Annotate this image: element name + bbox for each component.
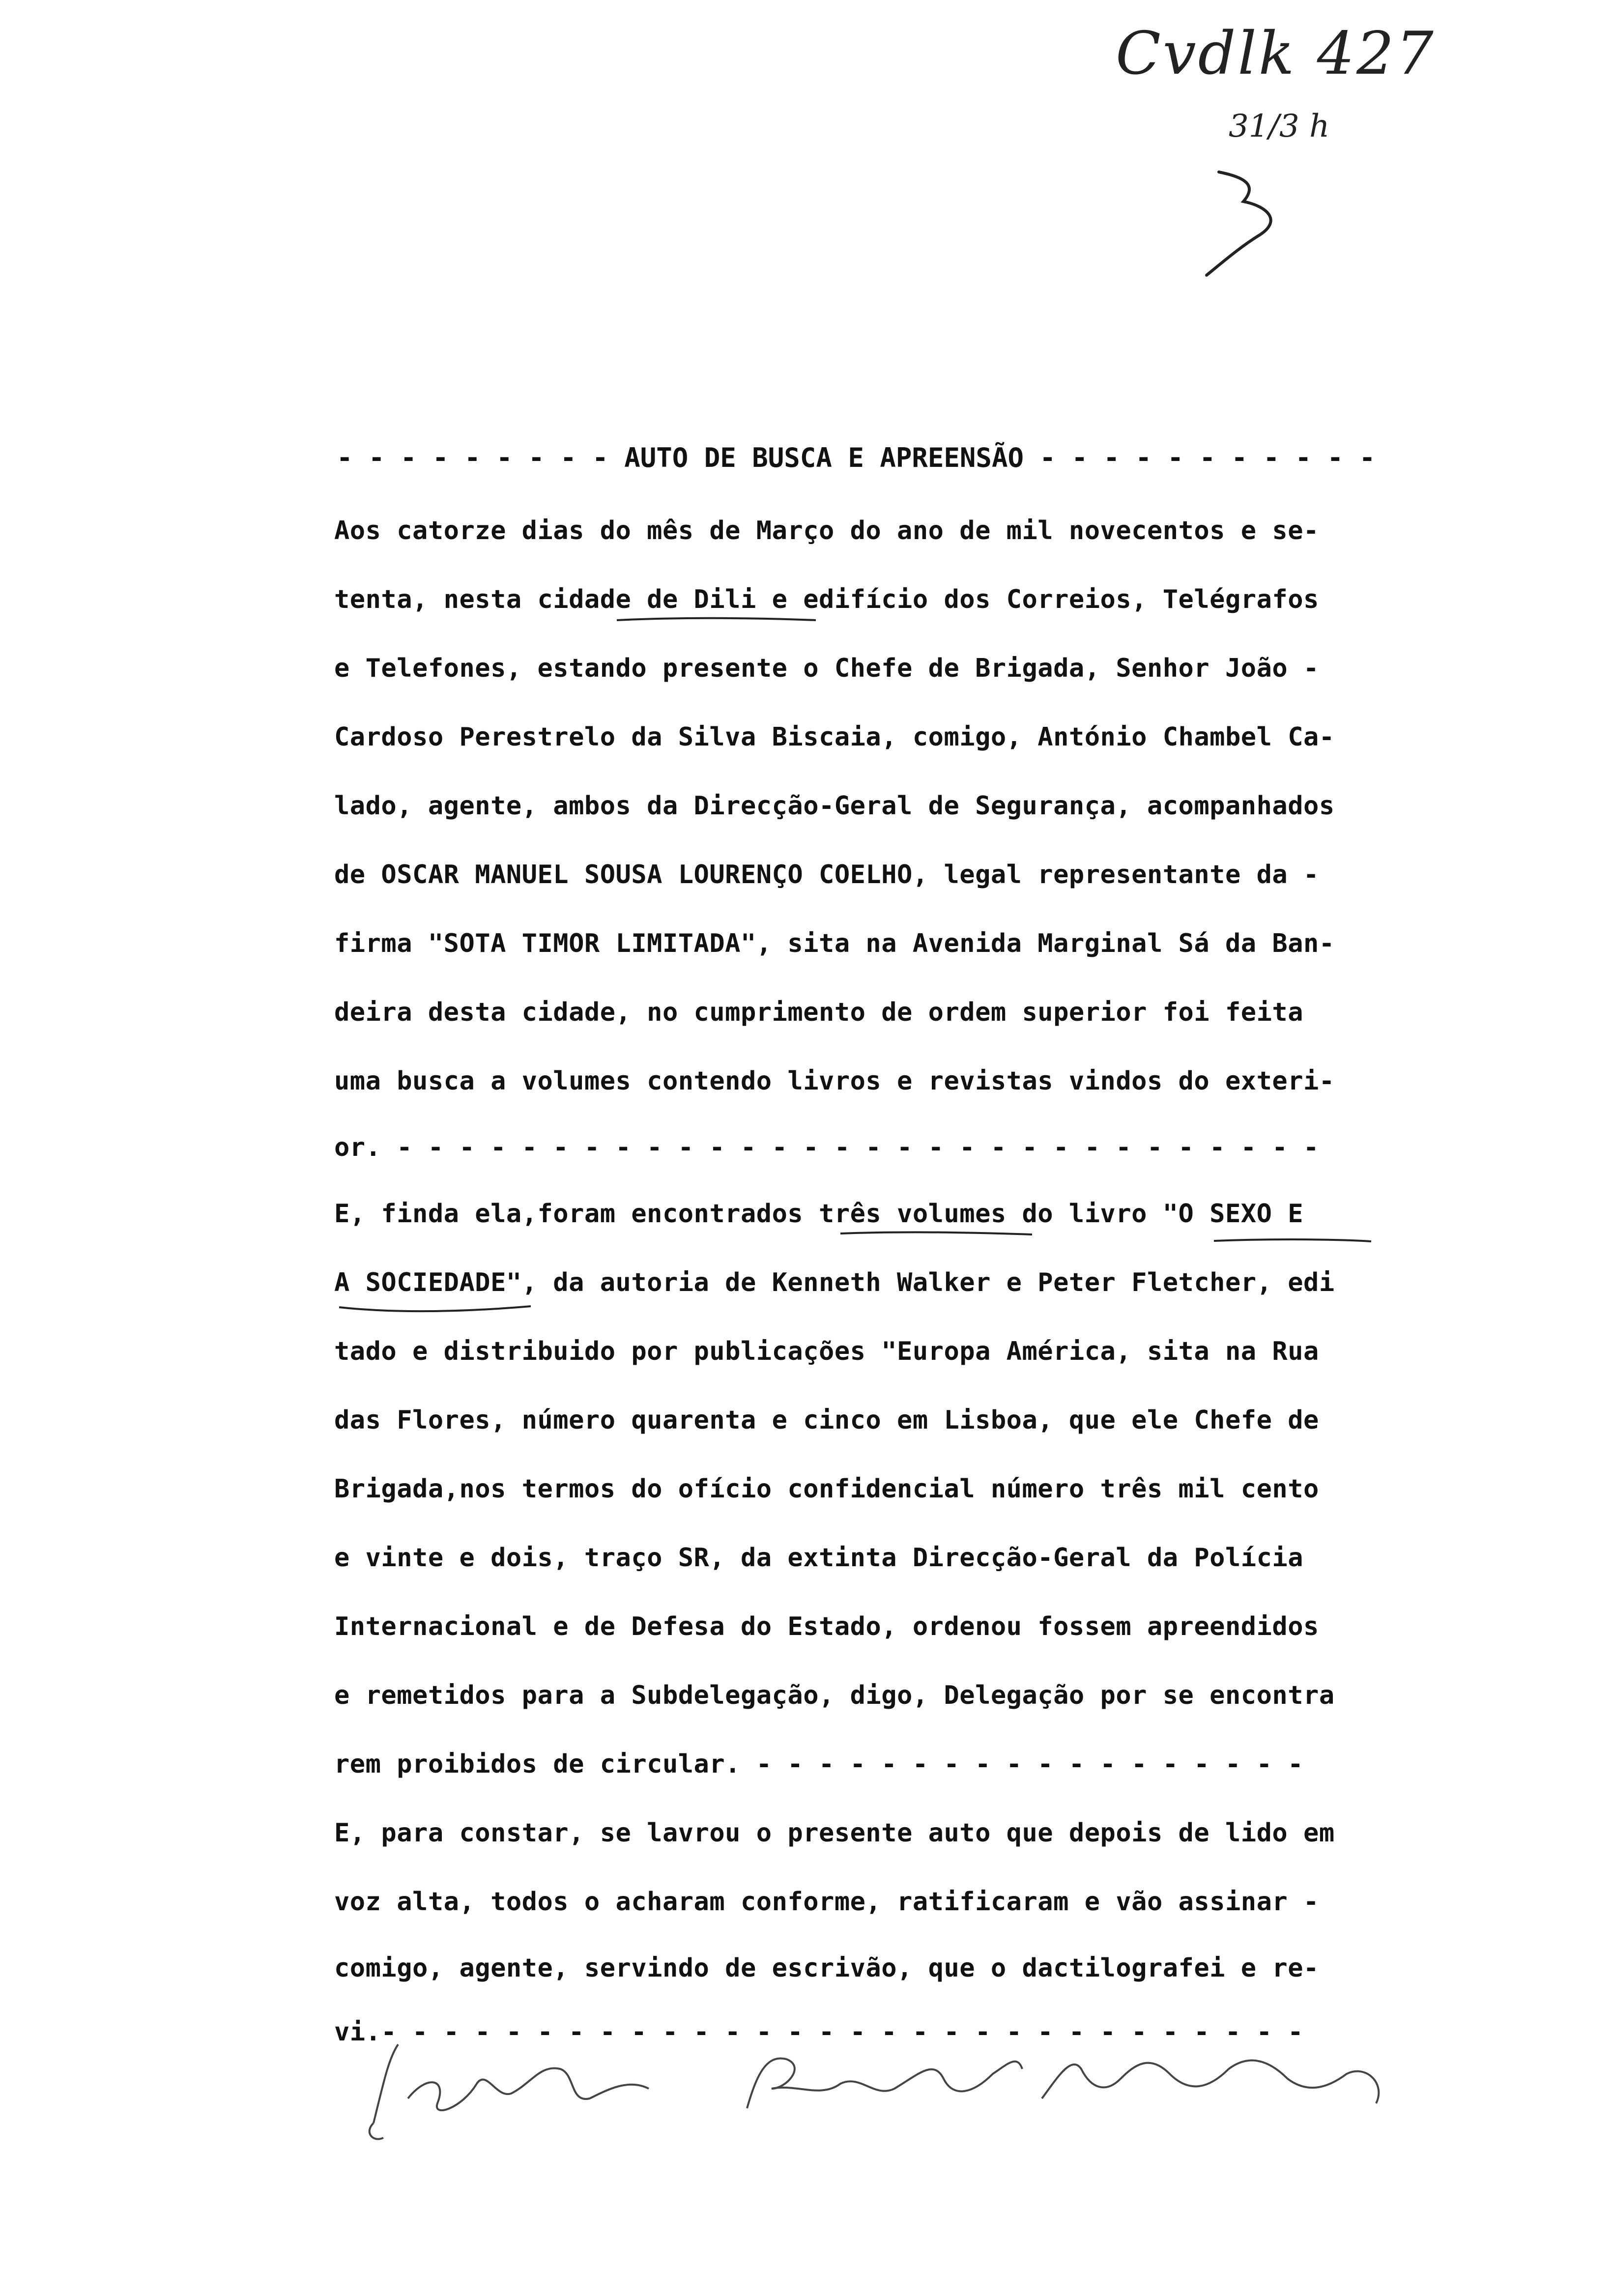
body-line-20: E, para constar, se lavrou o presente auto que depois de lido em — [334, 1818, 1335, 1848]
handwritten-date-mark: 31/3 h — [1229, 108, 1330, 144]
body-line-9: uma busca a volumes contendo livros e revistas vindos do exteri- — [334, 1066, 1335, 1096]
body-line-17: Internacional e de Defesa do Estado, ordenou fossem apreendidos — [334, 1612, 1319, 1641]
body-line-18: e remetidos para a Subdelegação, digo, Delegação por se encontra — [334, 1681, 1335, 1710]
body-line-1: Aos catorze dias do mês de Março do ano de mil novecentos e se- — [334, 516, 1319, 545]
handwritten-arrow-mark — [1199, 162, 1307, 280]
body-line-12: A SOCIEDADE", da autoria de Kenneth Walker e Peter Fletcher, edi — [334, 1268, 1335, 1297]
body-line-16: e vinte e dois, traço SR, da extinta Direcção-Geral da Polícia — [334, 1543, 1304, 1573]
body-line-14: das Flores, número quarenta e cinco em Lisboa, que ele Chefe de — [334, 1406, 1319, 1435]
body-line-11: E, finda ela,foram encontrados três volumes do livro "O SEXO E — [334, 1199, 1304, 1229]
body-line-7: firma "SOTA TIMOR LIMITADA", sita na Avenida Marginal Sá da Ban- — [334, 929, 1335, 958]
body-line-21: voz alta, todos o acharam conforme, ratificaram e vão assinar - — [334, 1887, 1319, 1917]
body-line-19: rem proibidos de circular. - - - - - - - - - - - - - - - - - - — [334, 1750, 1304, 1779]
body-line-22: comigo, agente, servindo de escrivão, que o dactilografei e re- — [334, 1953, 1319, 1983]
body-line-6: de OSCAR MANUEL SOUSA LOURENÇO COELHO, legal representante da - — [334, 860, 1319, 890]
body-line-4: Cardoso Perestrelo da Silva Biscaia, comigo, António Chambel Ca- — [334, 722, 1335, 752]
body-line-13: tado e distribuido por publicações "Europa América, sita na Rua — [334, 1337, 1319, 1366]
body-line-2: tenta, nesta cidade de Dili e edifício dos Correios, Telégrafos — [334, 585, 1319, 614]
body-line-10: or. - - - - - - - - - - - - - - - - - - - - - - - - - - - - - - — [334, 1133, 1319, 1162]
body-line-23: vi.- - - - - - - - - - - - - - - - - - - - - - - - - - - - - - — [334, 2017, 1304, 2047]
body-line-8: deira desta cidade, no cumprimento de ordem superior foi feita — [334, 998, 1304, 1027]
document-title: - - - - - - - - - AUTO DE BUSCA E APREENSÃO - - - - - - - - - - - — [337, 442, 1376, 473]
body-line-5: lado, agente, ambos da Direcção-Geral de Segurança, acompanhados — [334, 791, 1335, 821]
handwritten-signature — [354, 2025, 1410, 2152]
body-line-3: e Telefones, estando presente o Chefe de Brigada, Senhor João - — [334, 654, 1319, 683]
body-line-15: Brigada,nos termos do ofício confidencial número três mil cento — [334, 1474, 1319, 1504]
handwritten-reference: Cvdlk 427 — [1116, 20, 1436, 88]
